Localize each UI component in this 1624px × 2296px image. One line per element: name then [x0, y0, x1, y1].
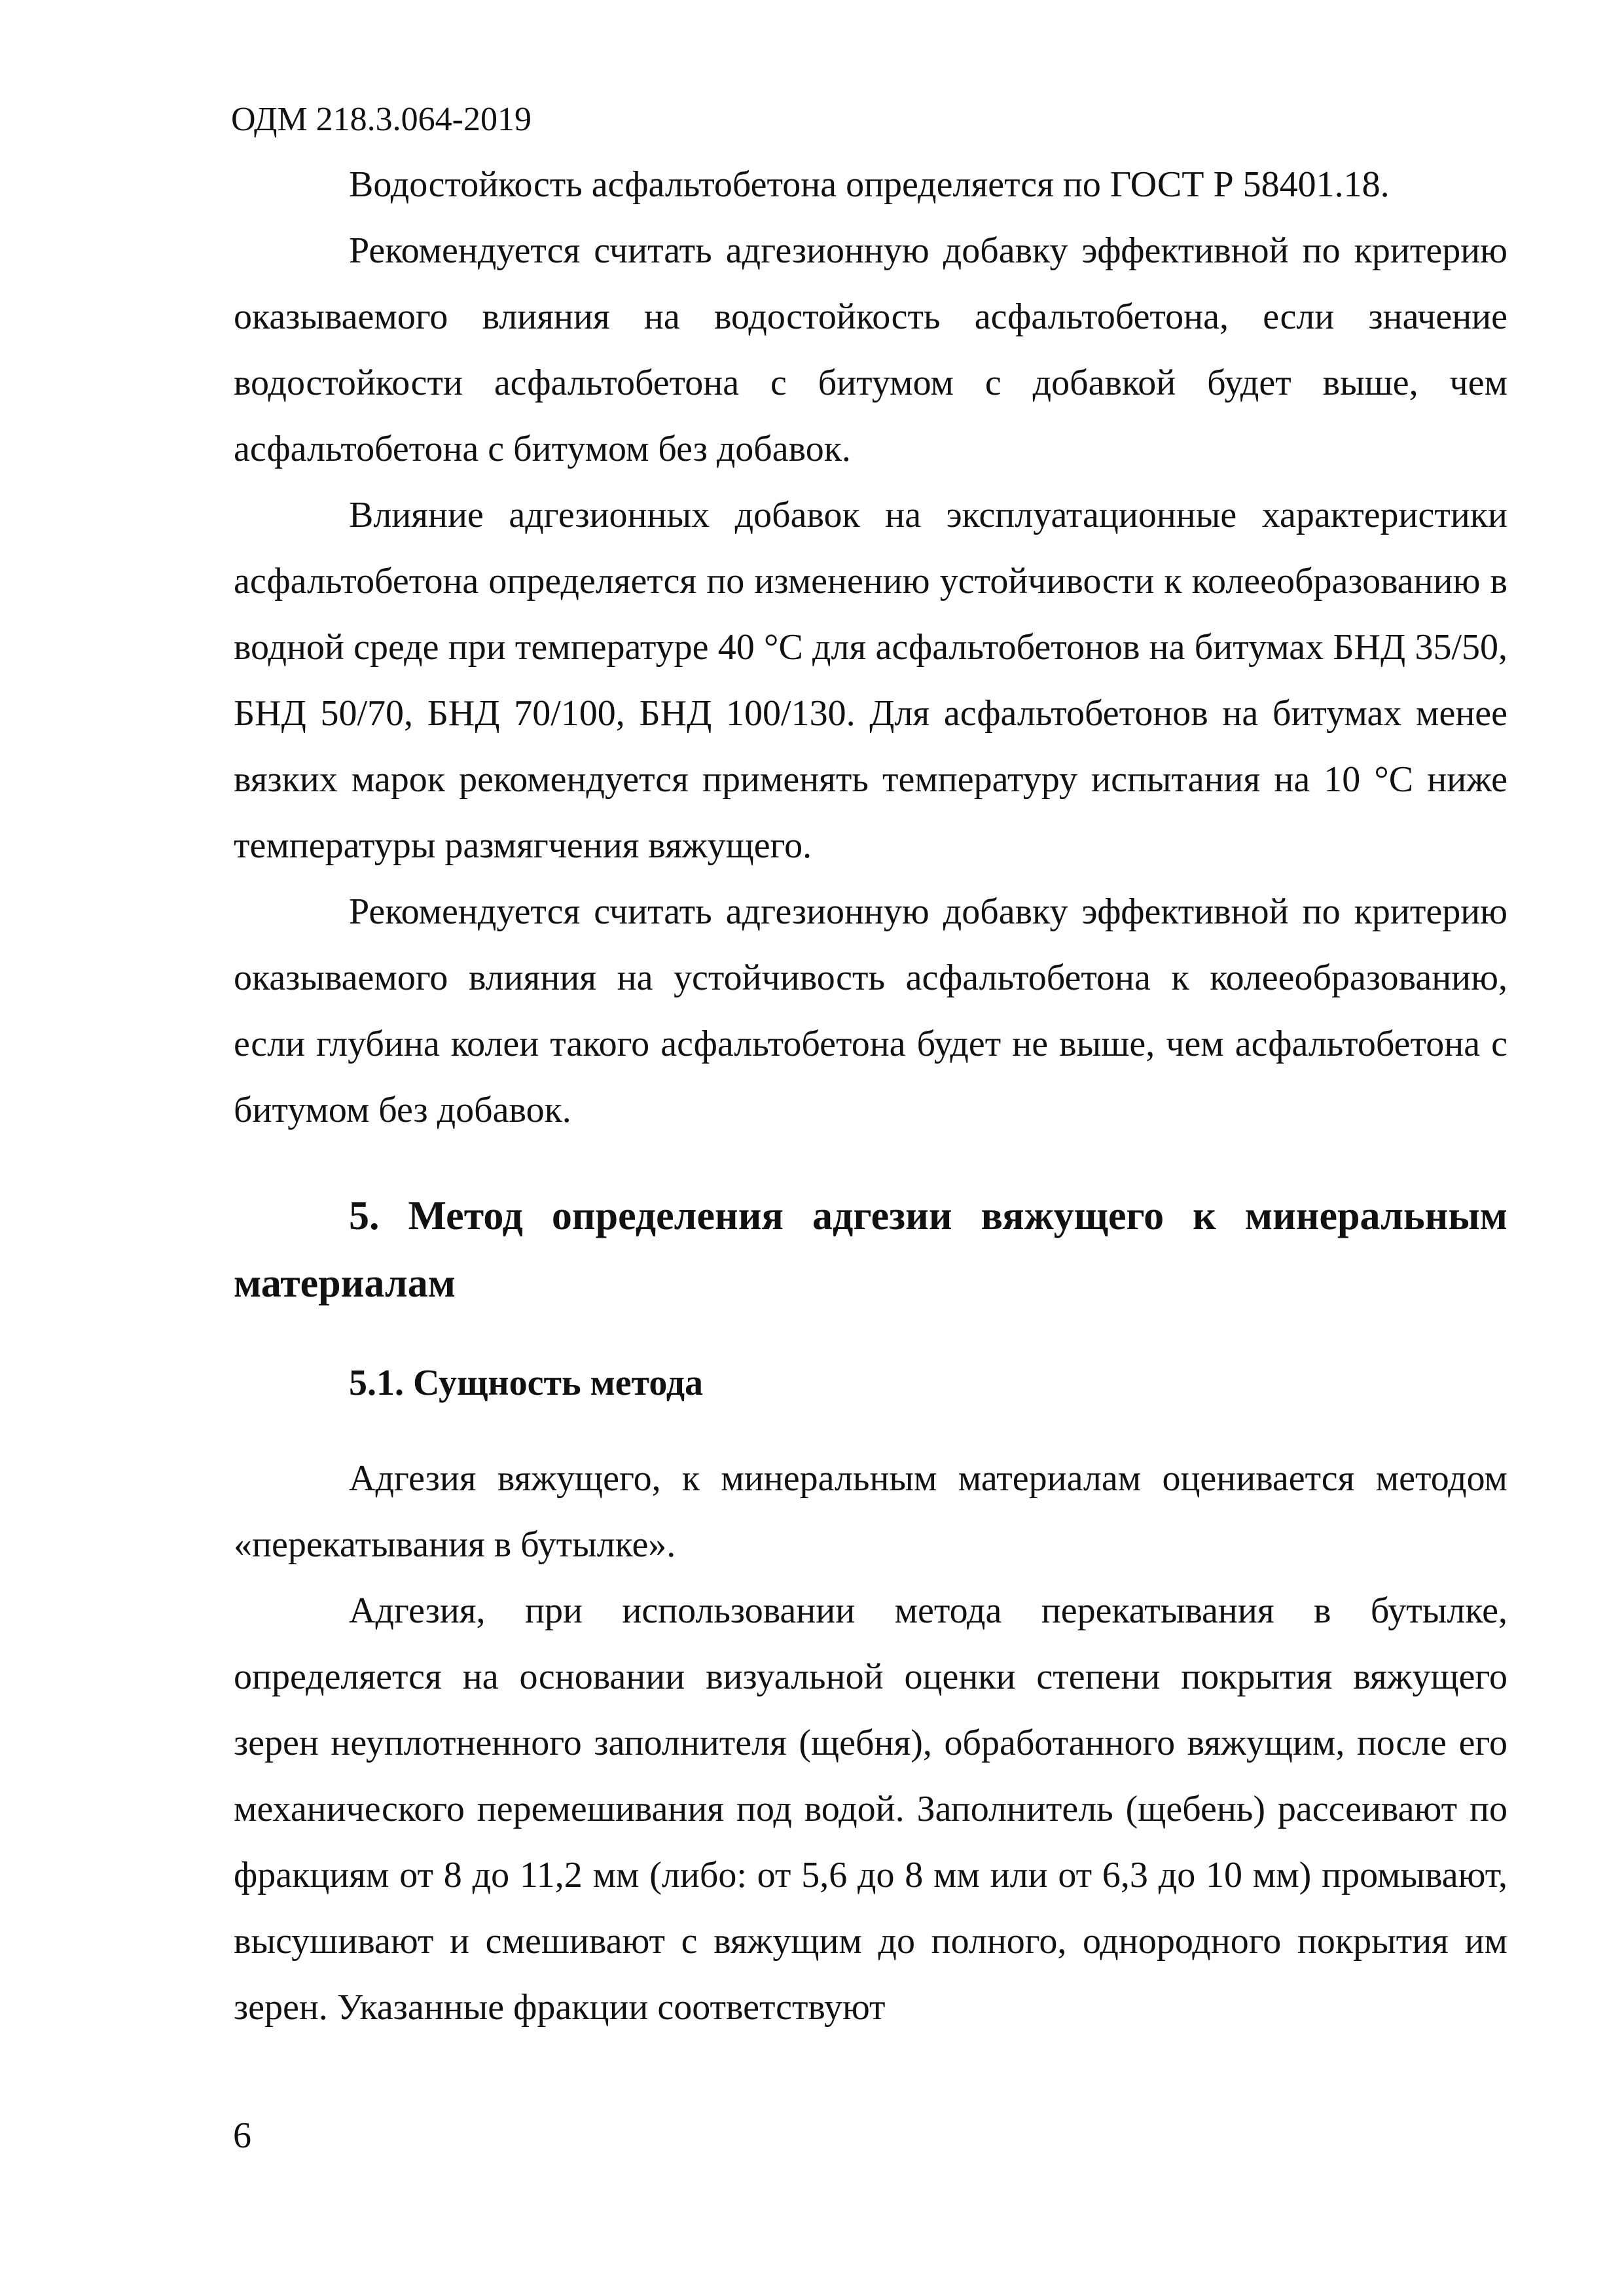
- paragraph-water-resistance: Водостойкость асфальтобетона определяется по ГОСТ Р 58401.18.: [349, 164, 1390, 205]
- page-content: [234, 152, 1507, 2041]
- section-5-heading: 5. Метод определения адгезии вяжущего к минеральным материалам: [234, 1194, 1507, 1306]
- subsection-5-1-heading: 5.1. Сущность метода: [349, 1363, 704, 1403]
- page-number: 6: [233, 2115, 251, 2156]
- paragraph-rutting-influence: Влияние адгезионных добавок на эксплуатационные характеристики асфальтобетона определяется по изменению устойчивости к колееобразованию в водной среде при температуре 40 °С для асфальтобетонов на битумах БНД 35/50, БНД 50/70, БНД 70/100, БНД 100/130. Для асфальтобетонов на битумах менее вязких марок рекомендуется применять температуру испытания на 10 °С ниже температуры размягчения вяжущего.: [234, 495, 1507, 866]
- document-code-header: ОДМ 218.3.064-2019: [231, 101, 532, 138]
- paragraph-adhesion-method: Адгезия вяжущего, к минеральным материалам оценивается методом «перекатывания в бутылке».: [234, 1458, 1507, 1565]
- paragraph-effectiveness-water: Рекомендуется считать адгезионную добавку эффективной по критерию оказываемого влияния на водостойкость асфальтобетона, если значение водостойкости асфальтобетона с битумом с добавкой будет выше, чем асфальтобетона с битумом без добавок.: [234, 230, 1507, 469]
- paragraph-effectiveness-rutting: Рекомендуется считать адгезионную добавку эффективной по критерию оказываемого влияния на устойчивость асфальтобетона к колееобразованию, если глубина колеи такого асфальтобетона будет не выше, чем асфальтобетона с битумом без добавок.: [234, 891, 1507, 1130]
- paragraph-bottle-rolling-description: Адгезия, при использовании метода перекатывания в бутылке, определяется на основании визуальной оценки степени покрытия вяжущего зерен неуплотненного заполнителя (щебня), обработанного вяжущим, после его механического перемешивания под водой. Заполнитель (щебень) рассеивают по фракциям от 8 до 11,2 мм (либо: от 5,6 до 8 мм или от 6,3 до 10 мм) промывают, высушивают и смешивают с вяжущим до полного, однородного покрытия им зерен. Указанные фракции соответствуют: [234, 1590, 1507, 2028]
